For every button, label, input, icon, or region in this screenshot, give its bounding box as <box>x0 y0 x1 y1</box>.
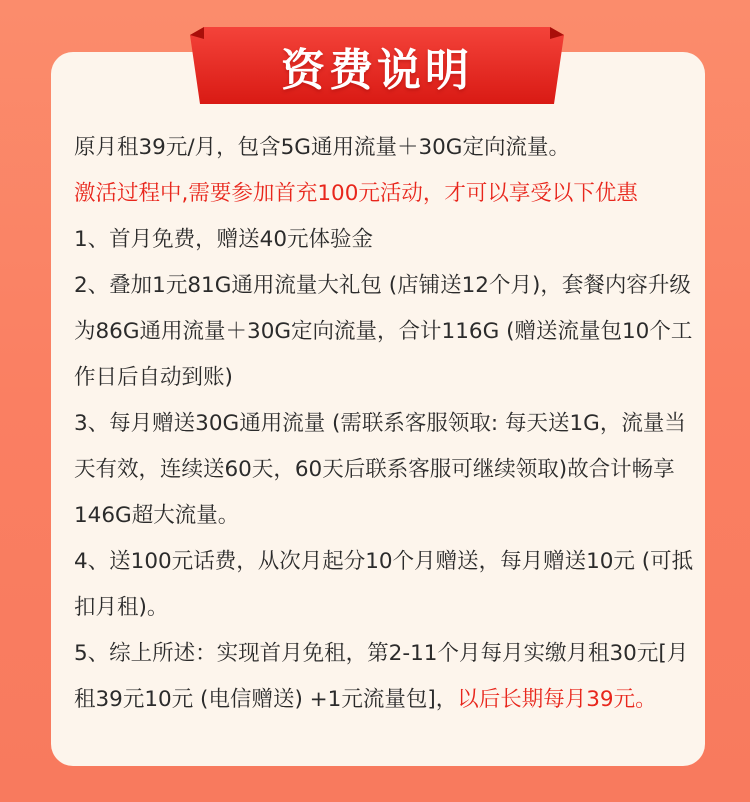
list-item-2-line-2: 为86G通用流量＋30G定向流量，合计116G (赠送流量包10个工 <box>74 319 693 344</box>
list-item-2-line-3: 作日后自动到账) <box>74 365 233 390</box>
list-item-1: 1、首月免费，赠送40元体验金 <box>74 227 374 252</box>
list-item-5-text: 租39元10元 (电信赠送) +1元流量包]， <box>74 687 458 712</box>
long-term-price-highlight: 以后长期每月39元。 <box>457 687 657 712</box>
list-item-4-line-2: 扣月租)。 <box>74 595 169 620</box>
list-item-5-line-1: 5、综上所述：实现首月免租，第2-11个月每月实缴月租30元[月 <box>74 641 689 666</box>
banner-title: 资费说明 <box>281 44 473 96</box>
list-item-3-line-3: 146G超大流量。 <box>74 503 240 528</box>
list-item-5-line-2 <box>74 677 694 723</box>
list-item-3-line-2: 天有效，连续送60天，60天后联系客服可继续领取)故合计畅享 <box>74 457 675 482</box>
title-banner <box>190 27 564 104</box>
intro-text: 原月租39元/月，包含5G通用流量＋30G定向流量。 <box>74 135 570 160</box>
list-item-3-line-1: 3、每月赠送30G通用流量 (需联系客服领取: 每天送1G，流量当 <box>74 411 686 436</box>
list-item-4-line-1: 4、送100元话费，从次月起分10个月赠送，每月赠送10元 (可抵 <box>74 549 694 574</box>
fee-description <box>74 125 694 723</box>
list-item-2-line-1: 2、叠加1元81G通用流量大礼包 (店铺送12个月)，套餐内容升级 <box>74 273 691 298</box>
activation-notice: 激活过程中,需要参加首充100元活动，才可以享受以下优惠 <box>74 181 638 206</box>
